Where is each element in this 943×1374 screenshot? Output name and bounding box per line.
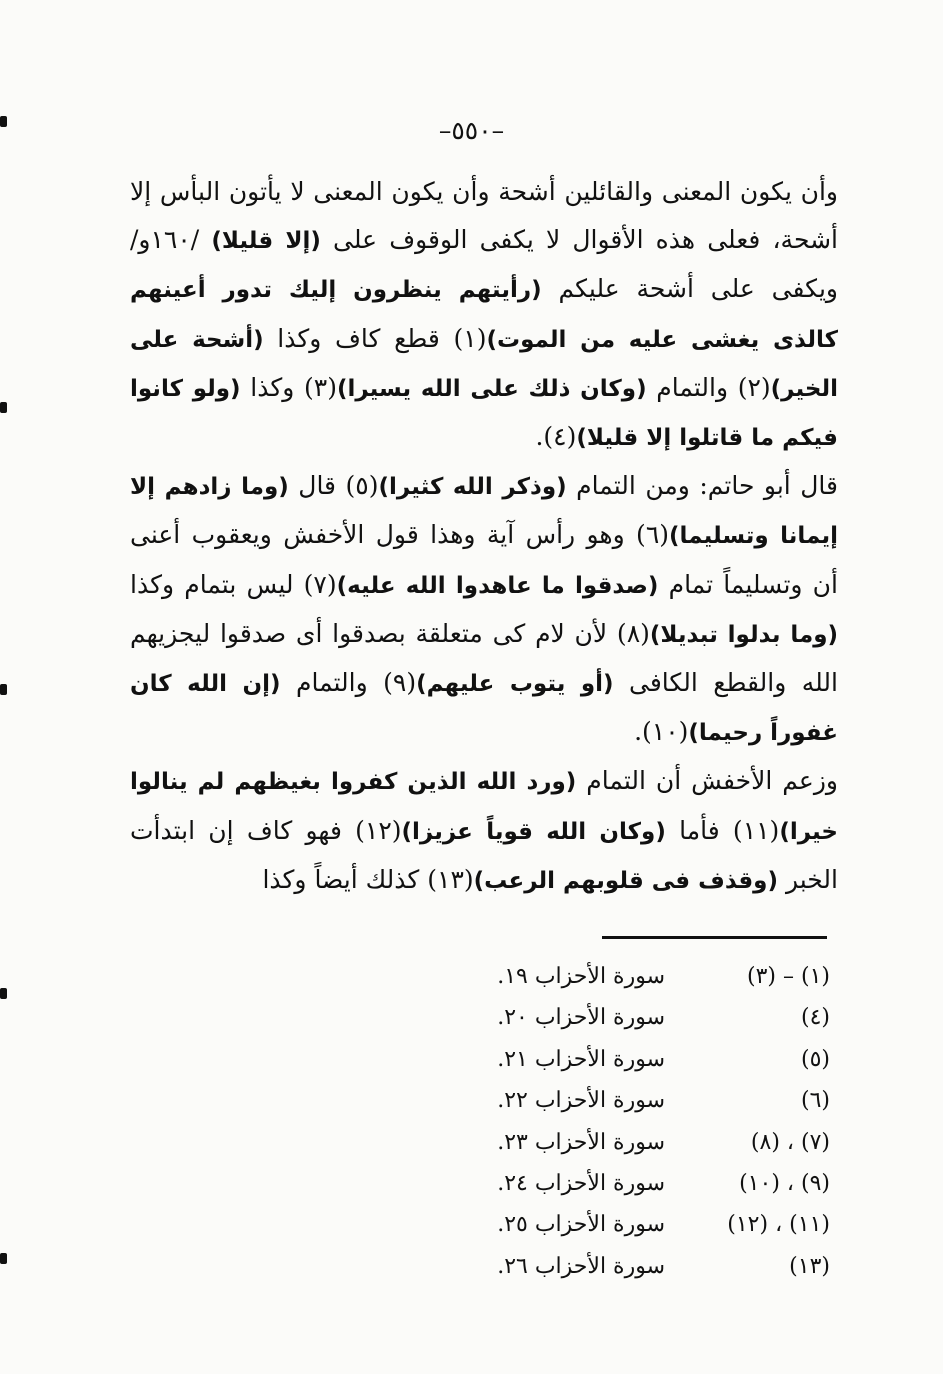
quran-quote: (وذكر الله كثيرا): [378, 474, 567, 501]
footnote-source: سورة الأحزاب ٢٦.: [497, 1253, 665, 1279]
page-number: –٥٥٠–: [438, 116, 505, 145]
quran-quote: (وكان الله قوياً عزيزا): [401, 818, 666, 845]
text-segment: (٢) والتمام: [646, 372, 771, 402]
quran-quote: (وما بدلوا تبديلا): [649, 621, 839, 648]
footnote-ref: (١) – (٣): [747, 964, 830, 989]
footnote-row: [470, 1163, 830, 1204]
footnote-row: [470, 1080, 830, 1121]
footnote-row: [470, 956, 830, 997]
text-segment: (١) قطع كاف وكذا: [263, 323, 487, 353]
scan-margin-mark: [0, 684, 7, 695]
footnote-ref: (٦): [800, 1088, 830, 1114]
text-segment: (٦) وهو رأس آية وهذا قول الأخفش ويعقوب أعنى أن وتسليماً تمام: [130, 520, 838, 599]
text-segment: (٣) وكذا: [240, 372, 337, 402]
text-segment: (١٠).: [634, 717, 689, 747]
footnote-ref: (١٣): [789, 1253, 830, 1279]
scan-margin-mark: [0, 116, 7, 127]
text-segment: (١١) فأما: [665, 815, 780, 845]
text-segment: وأن يكون المعنى والقائلين أشحة وأن يكون المعنى لا يأتون البأس إلا أشحة، فعلى هذه الأقوال لا يكفى الوقوف على: [130, 177, 838, 255]
footnote-row: [470, 1246, 830, 1287]
quran-quote: (إن الله كان غفوراً رحيما): [130, 671, 838, 747]
paragraph: [130, 757, 838, 905]
quran-quote: (ولو كانوا فيكم ما قاتلوا إلا قليلا): [130, 375, 838, 452]
footnote-source: سورة الأحزاب ١٩.: [497, 964, 665, 989]
text-segment: وزعم الأخفش أن التمام: [576, 766, 838, 796]
text-segment: (٤).: [535, 422, 577, 452]
quran-quote: (وما زادهم إلا إيمانا وتسليما): [130, 474, 838, 550]
footnote-ref: (٥): [800, 1046, 830, 1072]
text-segment: (٥) قال: [288, 471, 379, 501]
footnote-source: سورة الأحزاب ٢٣.: [497, 1129, 665, 1155]
quran-quote: (وكان ذلك على الله يسيرا): [336, 375, 647, 402]
paragraph: [130, 462, 838, 757]
text-segment: (١٢) فهو كاف إن ابتدأت الخبر: [130, 815, 838, 894]
footnote-source: سورة الأحزاب ٢٢.: [497, 1088, 665, 1114]
scan-margin-mark: [0, 988, 7, 999]
footnote-row: [470, 1204, 830, 1245]
text-segment: قال أبو حاتم: ومن التمام: [566, 471, 838, 501]
footnote-row: [470, 1122, 830, 1163]
quran-quote: (أشحة على الخير): [130, 326, 838, 402]
quran-quote: (رأيتهم ينظرون إليك تدور أعينهم كالذى يغشى عليه من الموت): [130, 277, 838, 353]
scan-margin-mark: [0, 402, 7, 413]
main-text: [130, 168, 838, 905]
footnote-ref: (٩) ، (١٠): [739, 1171, 830, 1197]
footnote-source: سورة الأحزاب ٢٥.: [497, 1212, 665, 1238]
text-segment: /١٦٠و/ ويكفى على أشحة عليكم: [130, 225, 838, 304]
footnote-row: [470, 997, 830, 1038]
quran-quote: (صدقوا ما عاهدوا الله عليه): [336, 572, 659, 599]
footnote-ref: (١١) ، (١٢): [727, 1212, 830, 1238]
quran-quote: (إلا قليلا): [211, 228, 321, 255]
footnote-ref: (٧) ، (٨): [750, 1129, 830, 1155]
quran-quote: (وقذف فى قلوبهم الرعب): [473, 867, 778, 894]
footnote-separator: [602, 936, 827, 939]
paragraph: [130, 168, 838, 462]
text-segment: (٨) لأن لام كى متعلقة بصدقوا أى صدقوا ليجزيهم الله والقطع الكافى: [130, 618, 838, 698]
footnotes: [470, 956, 830, 1287]
text-segment: (١٣) كذلك أيضاً وكذا: [262, 864, 474, 894]
footnote-source: سورة الأحزاب ٢١.: [497, 1046, 665, 1072]
footnote-source: سورة الأحزاب ٢٤.: [497, 1171, 665, 1197]
text-segment: (٧) ليس بتمام وكذا: [130, 569, 337, 599]
footnote-ref: (٤): [800, 1005, 830, 1031]
quran-quote: (ورد الله الذين كفروا بغيظهم لم ينالوا خيرا): [130, 769, 838, 845]
text-segment: (٩) والتمام: [280, 668, 417, 698]
scan-margin-mark: [0, 1253, 7, 1264]
footnote-row: [470, 1039, 830, 1080]
quran-quote: (أو يتوب عليهم): [416, 671, 614, 698]
footnote-source: سورة الأحزاب ٢٠.: [497, 1005, 665, 1031]
